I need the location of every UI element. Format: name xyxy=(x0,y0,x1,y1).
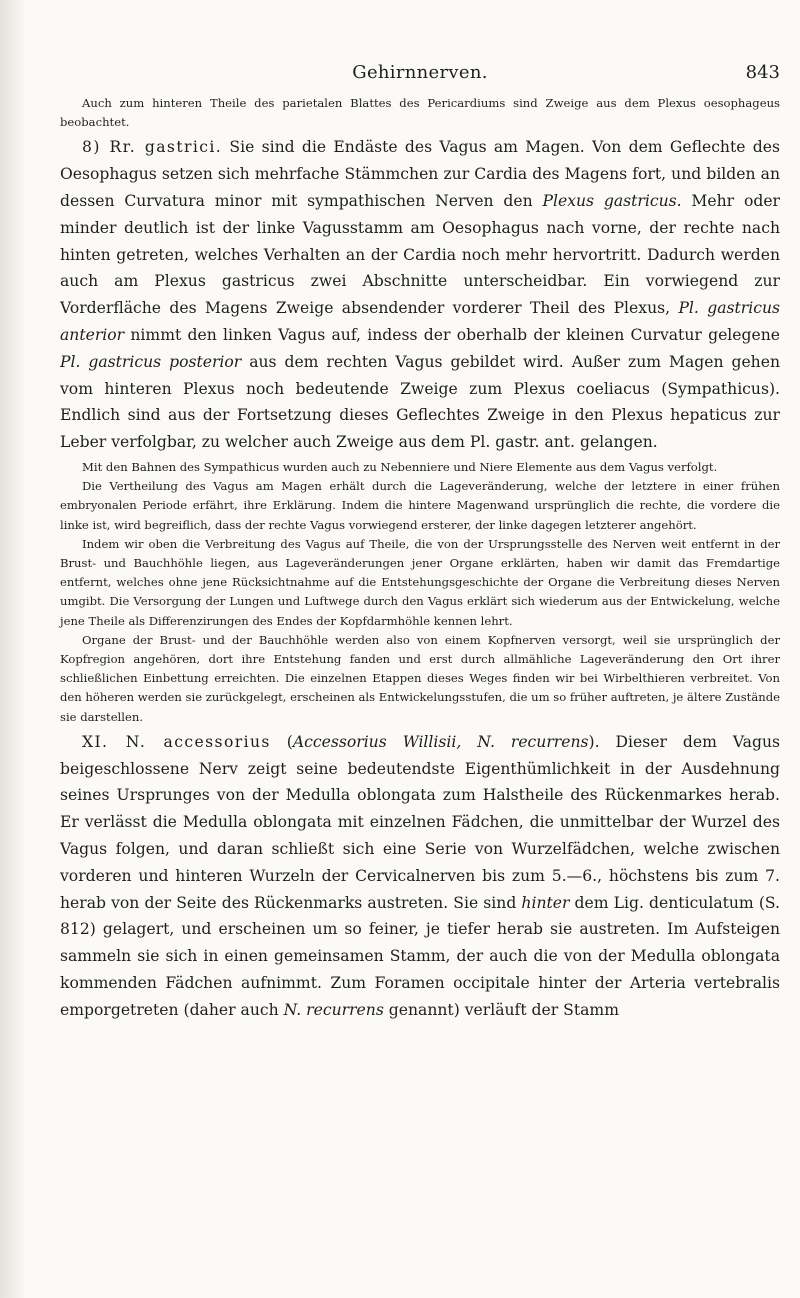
section-lead: XI. N. accessorius xyxy=(82,732,271,751)
text-run: ( xyxy=(270,732,293,751)
text-run: dem Lig. denticulatum (S. 812) gelagert, und erscheinen um so feiner, je tiefer herab sie austreten. Im Aufsteigen sammeln sie sich in einen gemeinsamen Stamm, der auch die von der Medulla oblongata kommenden Fädchen aufnimmt. Zum Foramen occipitale hinter der Arteria vertebralis emporgetreten (daher auch xyxy=(60,893,780,1019)
section-lead: 8) Rr. gastrici. xyxy=(82,138,223,157)
running-title: Gehirnnerven. xyxy=(352,62,488,83)
text-run: ). Dieser dem Vagus beigeschlossene Nerv zeigt seine bedeutendste Eigenthümlichkeit in der Ausdehnung seines Ursprunges von der Medulla oblongata zum Halstheile des Rückenmarkes herab. Er verlässt die Medulla oblongata mit einzelnen Fädchen, die unmittelbar der Wurzel des Vagus folgen, und daran schließt sich eine Serie von Wurzelfädchen, welche zwischen vorderen und hinteren Wurzeln der Cervicalnerven bis zum 5.—6., höchstens bis zum 7. herab von der Seite des Rückenmarks austreten. Sie sind xyxy=(60,732,781,912)
paragraph-rr-gastrici xyxy=(60,134,780,456)
page-header xyxy=(60,62,780,84)
paragraph-text: Indem wir oben die Verbreitung des Vagus auf Theile, die von der Ursprungsstelle des Nerven weit entfernt in der Brust- und Bauchhöhle liegen, aus Lageveränderungen jener Organe erklärten, haben wir damit das Fremdartige entfernt, welches ohne jene Rücksichtnahme auf die Entstehungsgeschichte der Organe die Verbreitung dieses Nerven umgibt. Die Versorgung der Lungen und Luftwege durch den Vagus erklärt sich wiederum aus der Entwickelung, welche jene Theile als Differenzirungen des Endes der Kopfdarmhöhle kennen lehrt. xyxy=(60,536,780,628)
emphasis-term: Plexus gastricus. xyxy=(542,192,682,210)
paragraph-text: Die Vertheilung des Vagus am Magen erhält durch die Lageveränderung, welche der letztere in einer frühen embryonalen Periode erfährt, ihre Erklärung. Indem die hintere Magenwand ursprünglich die rechte, die vordere die linke ist, wird begreiflich, dass der rechte Vagus vorwiegend ersterer, der linke dagegen letzterer angehört. xyxy=(60,479,780,532)
paragraph-text: Auch zum hinteren Theile des parietalen Blattes des Pericardiums sind Zweige aus dem Plexus oesophageus beobachtet. xyxy=(60,96,780,130)
paragraph-pericardium-note xyxy=(60,94,780,132)
text-run: aus dem rechten Vagus gebildet wird. Außer zum Magen gehen vom hinteren Plexus noch bedeutende Zweige zum Plexus coeliacus (Sympathicus). Endlich sind aus der Fortsetzung dieses Geflechtes Zweige in den Plexus hepaticus zur Leber verfolgbar, zu welcher auch Zweige aus dem Pl. gastr. ant. gelangen. xyxy=(60,352,781,452)
emphasis-term: Pl. gastricus posterior xyxy=(60,352,242,371)
text-run: Mehr oder minder deutlich ist der linke Vagusstamm am Oesophagus nach vorne, der rechte nach hinten getreten, welches Verhalten an der Cardia noch mehr hervortritt. Dadurch werden auch am Plexus gastricus zwei Abschnitte unterscheidbar. Ein vorwiegend zur Vorderfläche des Magens Zweige absendender vorderer Theil des Plexus, xyxy=(60,192,780,318)
paragraph-verbreitung-note xyxy=(60,535,780,631)
paragraph-sympathicus-note xyxy=(60,458,780,477)
paragraph-text: Mit den Bahnen des Sympathicus wurden auch zu Nebenniere und Niere Elemente aus dem Vagus verfolgt. xyxy=(82,459,718,474)
paragraph-accessorius xyxy=(60,729,780,1024)
emphasis-term: Pl. gastricus anterior xyxy=(60,299,780,344)
emphasis-term: N. recurrens xyxy=(283,1000,384,1019)
page-number: 843 xyxy=(745,62,780,83)
emphasis-term: hinter xyxy=(521,893,570,912)
page-body xyxy=(60,94,780,1024)
text-run: nimmt den linken Vagus auf, indess der oberhalb der kleinen Curvatur gelegene xyxy=(124,325,780,344)
paragraph-organe-note xyxy=(60,631,780,727)
binding-shadow xyxy=(0,0,26,1298)
paragraph-vertheilung-note xyxy=(60,477,780,535)
text-run: Sie sind die Endäste des Vagus am Magen. Von dem Geflechte des Oesophagus setzen sich mehrfache Stämmchen zur Cardia des Magens fort, und bilden an dessen Curvatura minor mit sympathischen Nerven den xyxy=(60,138,780,210)
text-run: genannt) verläuft der Stamm xyxy=(383,1000,619,1019)
emphasis-term: Accessorius Willisii, N. recurrens xyxy=(292,732,589,751)
paragraph-text: Organe der Brust- und der Bauchhöhle werden also von einem Kopfnerven versorgt, weil sie ursprünglich der Kopfregion angehören, dort ihre Entstehung fanden und erst durch allmähliche Lageveränderung den Ort ihrer schließlichen Einbettung erreichten. Die einzelnen Etappen dieses Weges finden wir bei Wirbelthieren verbreitet. Von den höheren werden sie zurückgelegt, erscheinen als Entwickelungsstufen, die um so früher auftreten, je ältere Zustände sie darstellen. xyxy=(60,632,780,724)
